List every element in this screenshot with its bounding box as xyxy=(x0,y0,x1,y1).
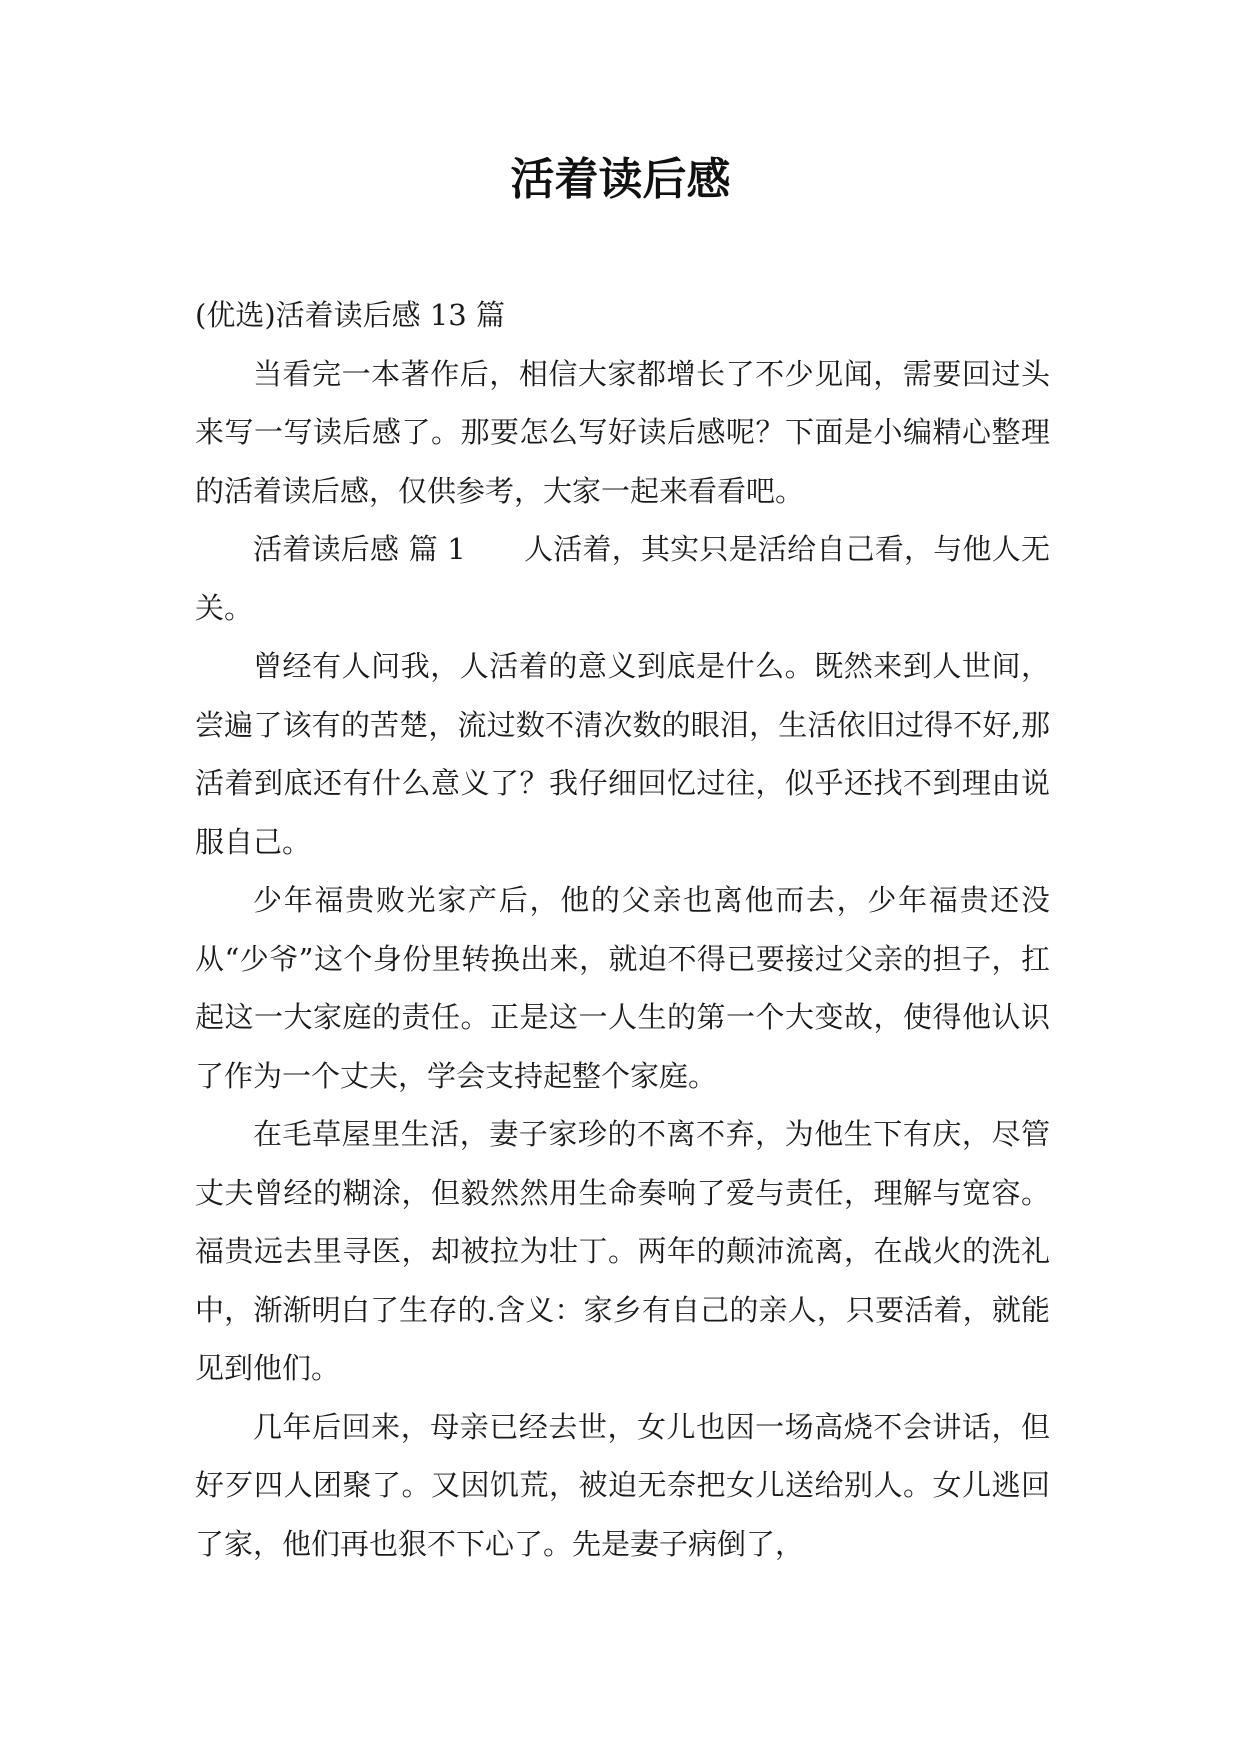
section-1-lead: 人活着，其实只是活给自己看，与他人无关。 xyxy=(195,532,1050,625)
body-paragraph-4: 几年后回来，母亲已经去世，女儿也因一场高烧不会讲话，但好歹四人团聚了。又因饥荒，被迫无奈把女儿送给别人。女儿逃回了家，他们再也狠不下心了。先是妻子病倒了， xyxy=(195,1409,1050,1561)
body-paragraph-1: 曾经有人问我，人活着的意义到底是什么。既然来到人世间，尝遍了该有的苦楚，流过数不清次数的眼泪，生活依旧过得不好,那活着到底还有什么意义了？我仔细回忆过往，似乎还找不到理由说服自己。 xyxy=(195,649,1050,859)
section-1-paragraph xyxy=(195,520,1050,637)
document-subtitle: (优选)活着读后感 13 篇 xyxy=(195,298,505,332)
document-title: 活着读后感 xyxy=(510,154,731,205)
body-paragraph-2: 少年福贵败光家产后，他的父亲也离他而去，少年福贵还没从“少爷”这个身份里转换出来，就迫不得已要接过父亲的担子，扛起这一大家庭的责任。正是这一人生的第一个大变故，使得他认识了作为一个丈夫，学会支持起整个家庭。 xyxy=(195,883,1050,1093)
section-1-heading: 活着读后感 篇 1 xyxy=(253,532,466,566)
document-body xyxy=(195,286,1050,1573)
intro-paragraph: 当看完一本著作后，相信大家都增长了不少见闻，需要回过头来写一写读后感了。那要怎么写好读后感呢？下面是小编精心整理的活着读后感，仅供参考，大家一起来看看吧。 xyxy=(195,356,1050,508)
body-paragraph-3: 在毛草屋里生活，妻子家珍的不离不弃，为他生下有庆，尽管丈夫曾经的糊涂，但毅然然用生命奏响了爱与责任，理解与宽容。福贵远去里寻医，却被拉为壮丁。两年的颠沛流离，在战火的洗礼中，渐渐明白了生存的.含义：家乡有自己的亲人，只要活着，就能见到他们。 xyxy=(195,1117,1050,1385)
